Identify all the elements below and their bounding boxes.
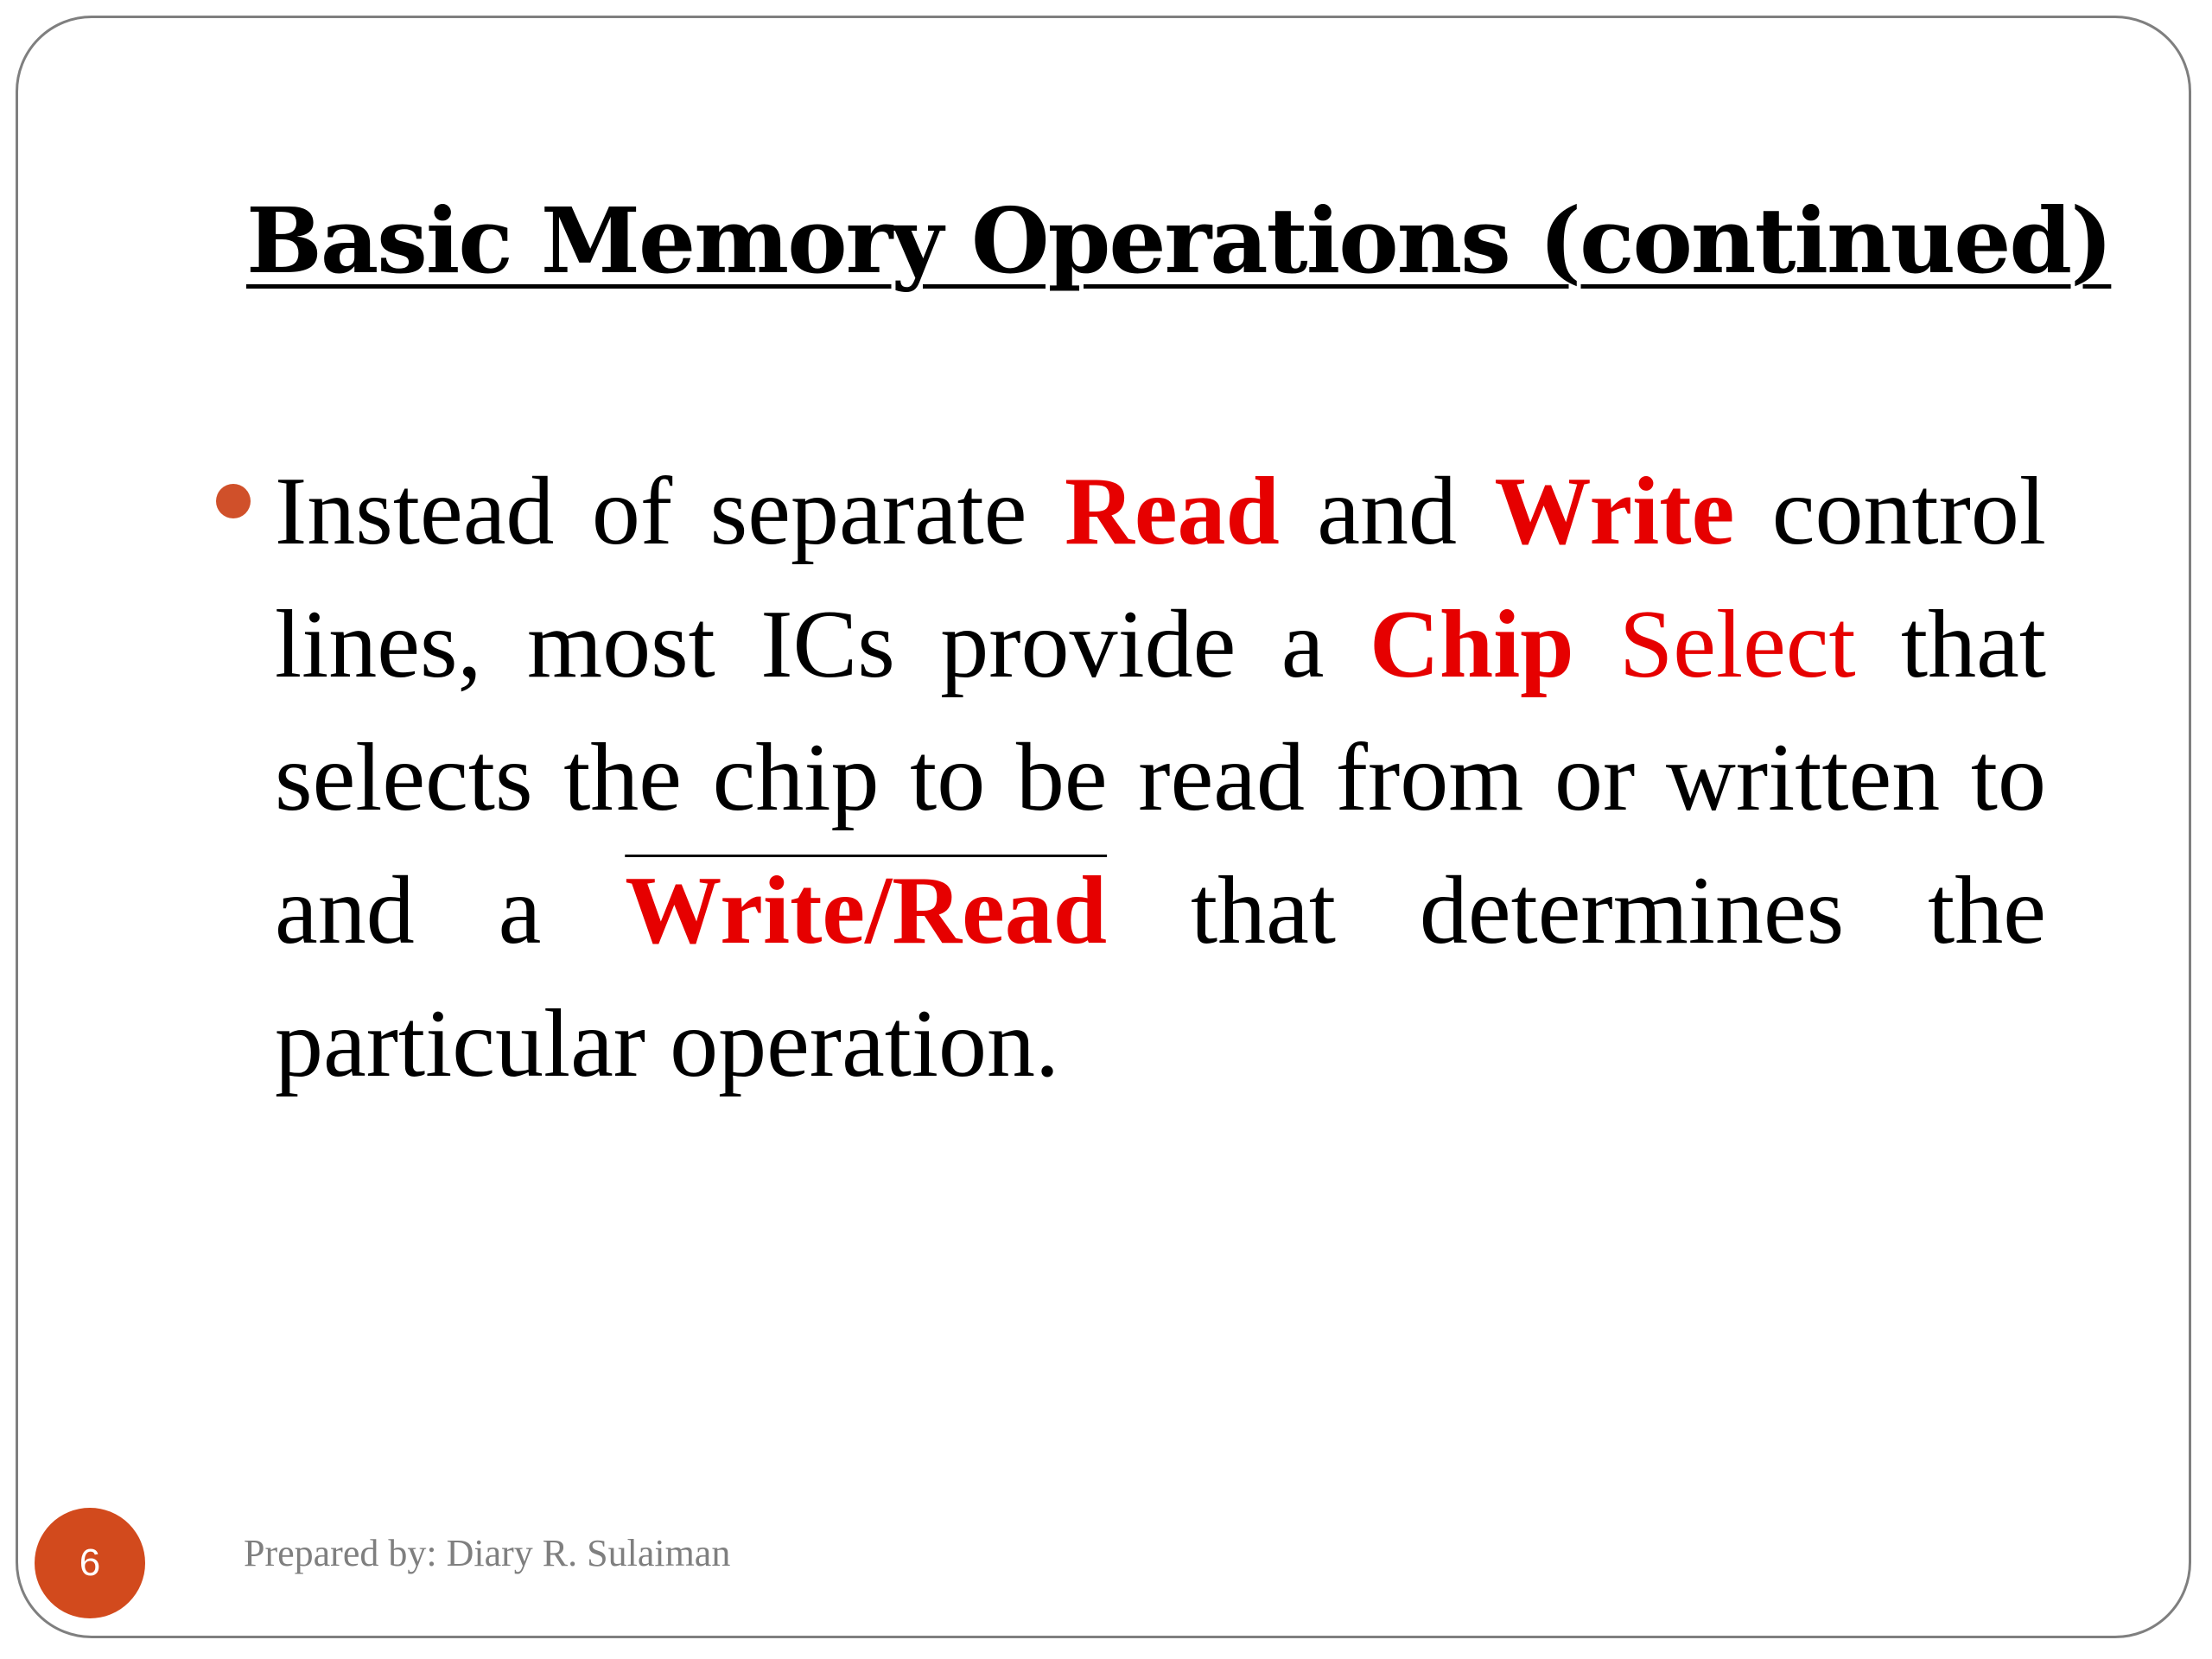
bullet-text-segment: that selects the chip to be read from or written to and a: [275, 591, 2047, 964]
term-write-read: Write/Read: [625, 857, 1108, 964]
term-read: Read: [1064, 458, 1280, 565]
term-chip: Chip: [1369, 591, 1574, 698]
footer-author: Prepared by: Diary R. Sulaiman: [244, 1532, 731, 1574]
page-number-badge: 6: [35, 1508, 145, 1618]
term-select: Select: [1618, 591, 1856, 698]
bullet-text-segment: control lines, most ICs provide a: [275, 458, 2046, 698]
bullet-text: [275, 445, 2046, 1110]
bullet-text-segment: [1574, 591, 1619, 698]
slide-title: Basic Memory Operations (continued): [246, 188, 2112, 294]
bullet-text-segment: that determines the particular operation.: [275, 857, 2047, 1097]
bullet-text-segment: Instead of separate: [275, 458, 1065, 565]
bullet-dot-icon: [216, 484, 251, 518]
term-write: Write: [1494, 458, 1735, 565]
bullet-text-segment: and: [1279, 458, 1495, 565]
